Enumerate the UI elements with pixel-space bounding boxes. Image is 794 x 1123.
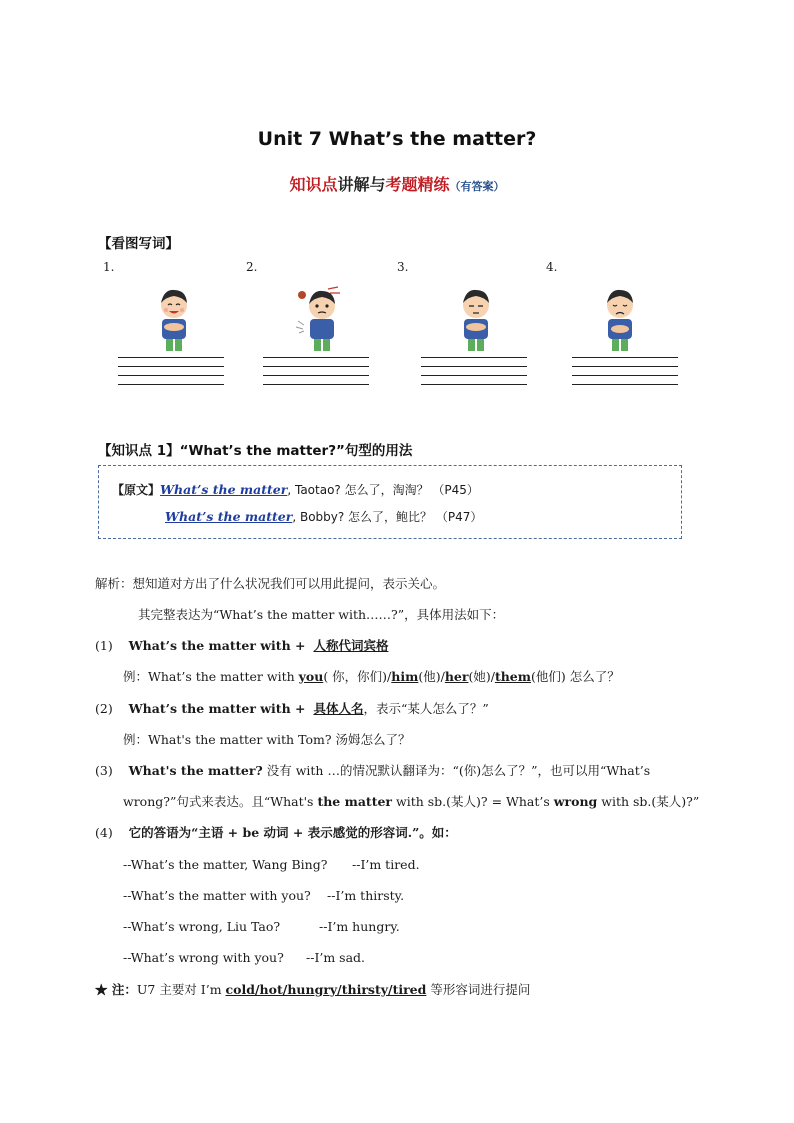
original-text-box [98, 465, 682, 539]
answer-lines-2[interactable] [263, 357, 369, 393]
section-heading-pictures: 【看图写词】 [98, 236, 179, 252]
point-2-bold: What’s the matter with + [128, 701, 306, 716]
note-words: cold/hot/hungry/thirsty/tired [225, 982, 427, 997]
quote-rest-2: , Bobby? 怎么了，鲍比？ （P47） [292, 510, 483, 524]
point-3-line2d: wrong [553, 794, 598, 809]
point-1-bold: What’s the matter with + [128, 638, 306, 653]
point-3-line2c: with sb.(某人)? = What’s [392, 794, 554, 809]
note-line [95, 982, 530, 998]
dialog-3-question: --What’s wrong, Liu Tao? [123, 919, 281, 934]
item-number-1: 1. [103, 260, 115, 274]
point-3-number: (3) [95, 763, 113, 778]
dialog-4-answer: --I’m sad. [306, 950, 366, 965]
point-2-underline: 具体人名 [313, 701, 364, 716]
point-1-number: (1) [95, 638, 113, 653]
point-1-example [123, 669, 620, 685]
point-1 [95, 638, 388, 654]
subtitle-part2: 讲解与 [337, 175, 386, 194]
quote-line-2 [165, 508, 482, 525]
quote-link-1[interactable]: What’s the matter [160, 482, 288, 497]
example-1-her: her [444, 669, 469, 684]
explanation-full-form: 其完整表达为“What’s the matter with……?”，具体用法如下： [138, 607, 505, 622]
quote-rest-1: , Taotao? 怎么了，淘淘？ （P45） [287, 483, 479, 497]
example-1-prefix: 例：What’s the matter with [123, 669, 299, 684]
dialog-1-answer: --I’m tired. [352, 857, 420, 872]
point-3-line2a: wrong?”句式来表达。且“What's [123, 794, 318, 809]
dialog-2-question: --What’s the matter with you? [123, 888, 311, 903]
example-1-you-cn: ( 你，你们)/ [323, 669, 392, 684]
boy-tired-image [448, 285, 504, 355]
page-subtitle [0, 172, 794, 195]
page-title: Unit 7 What’s the matter? [257, 128, 537, 150]
point-3 [95, 763, 650, 779]
dialog-2-answer: --I’m thirsty. [327, 888, 405, 903]
example-1-him: him [391, 669, 419, 684]
boy-dizzy-image [292, 285, 348, 355]
boy-sad-image [592, 285, 648, 355]
point-2-number: (2) [95, 701, 113, 716]
answer-lines-4[interactable] [572, 357, 678, 393]
quote-tag: 【原文】 [112, 483, 161, 497]
point-1-underline: 人称代词宾格 [313, 638, 389, 653]
section-heading-knowledge-1: 【知识点 1】“What’s the matter?”句型的用法 [98, 443, 413, 459]
example-1-her-cn: (她)/ [468, 669, 495, 684]
item-number-4: 4. [546, 260, 558, 274]
subtitle-part3: 考题精练 [385, 175, 450, 194]
subtitle-part1: 知识点 [289, 175, 338, 194]
answer-lines-1[interactable] [118, 357, 224, 393]
quote-line-1 [112, 481, 479, 498]
quote-link-2[interactable]: What’s the matter [165, 509, 293, 524]
point-4 [95, 825, 457, 841]
dialog-4-question: --What’s wrong with you? [123, 950, 284, 965]
note-pre: U7 主要对 I’m [136, 982, 226, 997]
example-1-him-cn: (他)/ [418, 669, 445, 684]
explanation-intro: 解析：想知道对方出了什么状况我们可以用此提问，表示关心。 [95, 576, 446, 591]
note-post: 等形容词进行提问 [426, 982, 531, 997]
point-4-text: 它的答语为“主语 + be 动词 + 表示感觉的形容词.”。如： [128, 825, 457, 840]
example-1-them: them [494, 669, 531, 684]
point-2 [95, 701, 489, 717]
point-2-example: 例：What's the matter with Tom? 汤姆怎么了？ [123, 732, 411, 747]
answer-lines-3[interactable] [421, 357, 527, 393]
item-number-3: 3. [397, 260, 409, 274]
item-number-2: 2. [246, 260, 258, 274]
boy-happy-image [146, 285, 202, 355]
dialog-3-answer: --I’m hungry. [319, 919, 400, 934]
point-4-number: (4) [95, 825, 113, 840]
dialog-1-question: --What’s the matter, Wang Bing? [123, 857, 328, 872]
point-2-rest: ，表示“某人怎么了？” [363, 701, 489, 716]
point-3-line-2 [123, 794, 699, 810]
note-star: ★ 注： [95, 982, 137, 997]
point-3-bold: What's the matter? [128, 763, 263, 778]
example-1-you: you [298, 669, 324, 684]
example-1-them-cn: (他们) 怎么了？ [530, 669, 620, 684]
point-3-rest: 没有 with …的情况默认翻译为：“(你)怎么了？”，也可以用“What’s [262, 763, 651, 778]
subtitle-note: （有答案） [449, 180, 505, 193]
point-3-line2b: the matter [317, 794, 393, 809]
point-3-line2e: with sb.(某人)?” [597, 794, 700, 809]
